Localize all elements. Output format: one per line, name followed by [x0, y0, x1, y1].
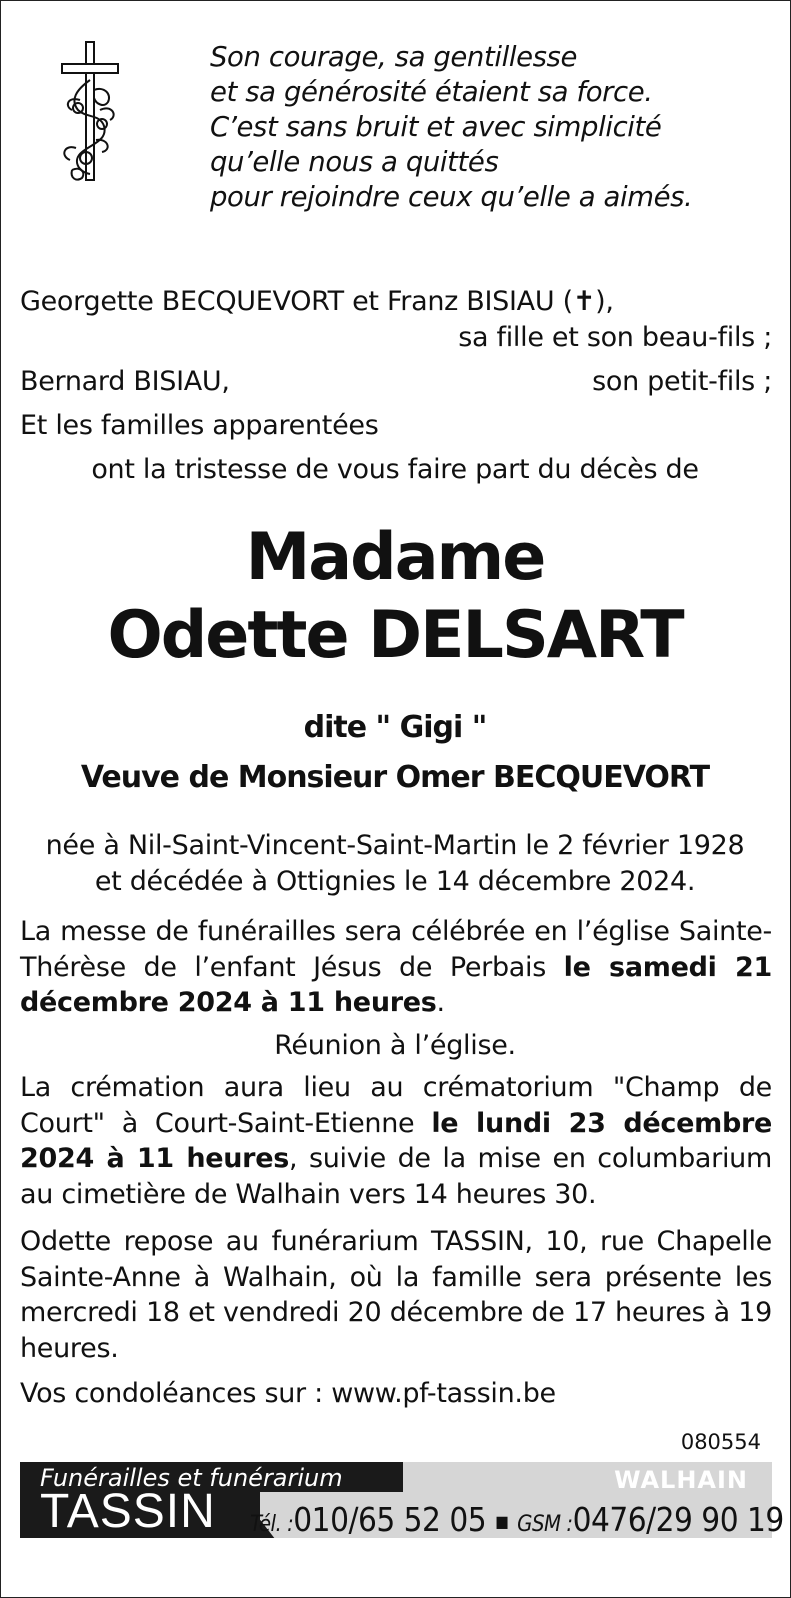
meeting-info: Réunion à l’église. [274, 1030, 516, 1061]
relation-text: son petit-fils ; [592, 366, 772, 397]
funeral-home-info: Odette repose au funérarium TASSIN, 10, rue Chapelle Sainte-Anne à Walhain, où la famille sera présente les mercredi 18 et vendredi 20 décembre de 17 heures à 19 heures. [20, 1226, 772, 1364]
cremation-date: le lundi 23 décembre 2024 à 11 heures [20, 1107, 772, 1174]
mass-date: le samedi 21 décembre 2024 à 11 heures [20, 951, 772, 1018]
poem-line: qu’elle nous a quittés [210, 146, 499, 178]
poem [210, 40, 770, 215]
death-info: et décédée à Ottignies le 14 décembre 2024. [94, 866, 696, 897]
family-line-relatives: Et les familles apparentées [20, 410, 379, 441]
poem-line: et sa générosité étaient sa force. [210, 76, 653, 108]
cremation-text: La crémation aura lieu au crématorium "Champ de Court" à Court-Saint-Etienne [20, 1072, 772, 1139]
mass-text: La messe de funérailles sera célébrée en l’église Sainte-Thérèse de l’enfant Jésus de Perbais [20, 916, 772, 983]
banner-phone [250, 1500, 784, 1539]
cremation-end: , suivie de la mise en columbarium au cimetière de Walhain vers 14 heures 30. [20, 1143, 772, 1210]
poem-line: Son courage, sa gentillesse [210, 41, 577, 73]
birth-info: née à Nil-Saint-Vincent-Saint-Martin le 2 février 1928 [45, 830, 745, 861]
mass-info [20, 914, 772, 1021]
poem-line: C’est sans bruit et avec simplicité [210, 111, 662, 143]
tel-label: Tél. : [250, 1512, 294, 1537]
family-line-daughter: Georgette BECQUEVORT et Franz BISIAU (✝), [20, 286, 614, 317]
deceased-name: Odette DELSART [107, 598, 683, 673]
deceased-widow-of: Veuve de Monsieur Omer BECQUEVORT [80, 760, 710, 795]
cremation-info [20, 1070, 772, 1212]
deceased-nickname: dite " Gigi " [303, 710, 487, 745]
banner-city: WALHAIN [614, 1466, 748, 1494]
banner-tagline: Funérailles et funérarium [40, 1464, 343, 1492]
announcement: ont la tristesse de vous faire part du décès de [91, 454, 699, 485]
gsm-number[interactable]: 0476/29 90 19 [572, 1500, 784, 1539]
reference-number: 080554 [680, 1430, 761, 1454]
tel-number[interactable]: 010/65 52 05 [293, 1500, 487, 1539]
mass-end: . [436, 987, 445, 1018]
deceased-title: Madame [245, 520, 545, 595]
cross-with-roses-icon [56, 40, 126, 190]
poem-line: pour rejoindre ceux qu’elle a aimés. [210, 181, 693, 213]
gsm-label: GSM : [517, 1512, 573, 1537]
condolences-link[interactable]: Vos condoléances sur : www.pf-tassin.be [20, 1378, 556, 1409]
family-line-grandson [20, 362, 772, 402]
funeral-home-banner [20, 1462, 784, 1582]
relation-text: sa fille et son beau-fils ; [458, 322, 772, 353]
separator-icon: ■ [495, 1512, 509, 1531]
grandson-name: Bernard BISIAU, [20, 366, 230, 397]
banner-brand: TASSIN [40, 1485, 216, 1538]
